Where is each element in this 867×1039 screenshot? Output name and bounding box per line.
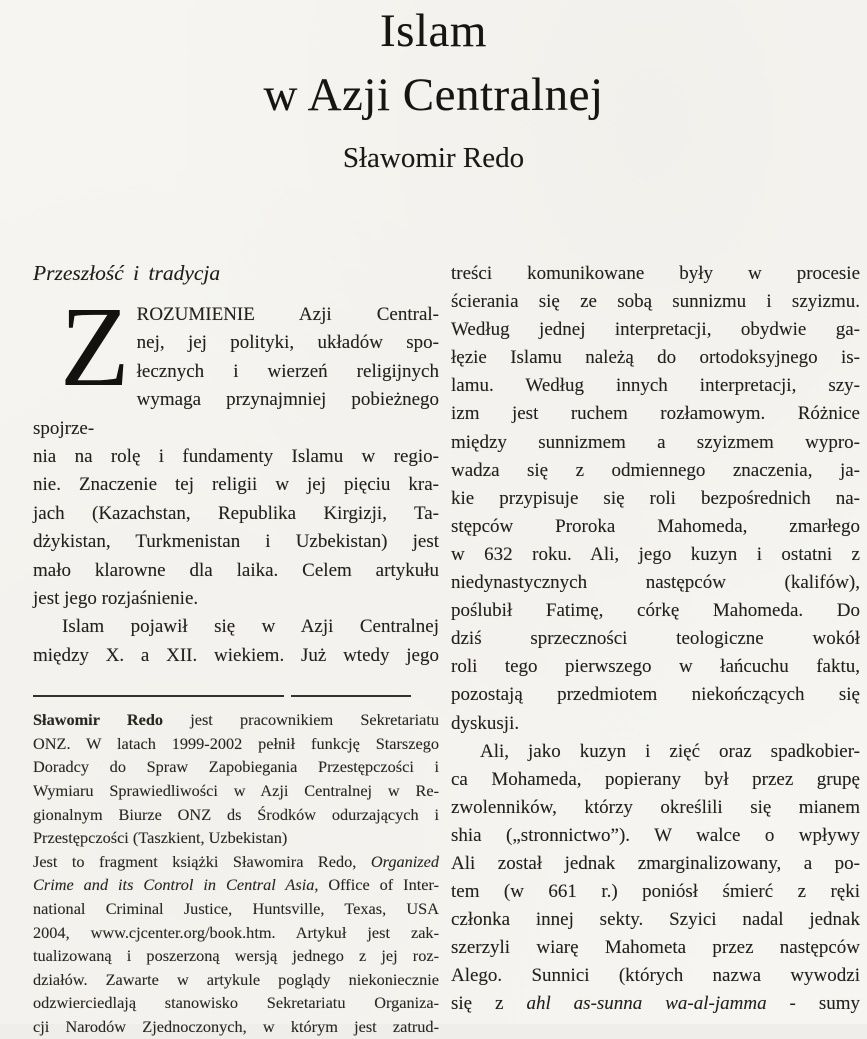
- footnote-divider: [33, 695, 439, 697]
- text-line: [33, 991, 439, 1015]
- text-segment: między X. a XII. wiekiem. Już wtedy jego: [33, 644, 439, 666]
- text-line: [33, 732, 439, 756]
- text-segment: lamu. Według innych interpretacji, szy-: [451, 375, 860, 397]
- text-segment: między sunnizmem a szyizmem wypro-: [451, 431, 860, 453]
- text-line: [33, 708, 439, 732]
- text-line: [33, 471, 439, 499]
- text-line: [451, 316, 860, 344]
- section-heading: Przeszłość i tradycja: [33, 261, 221, 285]
- text-line: [33, 755, 439, 779]
- text-line: [451, 878, 860, 906]
- text-segment: Organized: [370, 851, 439, 871]
- paragraph: [33, 613, 439, 670]
- text-line: [451, 653, 860, 681]
- text-segment: szerzyli wiarę Mahometa przez następców: [451, 937, 860, 959]
- text-line: [451, 822, 860, 850]
- text-line: [451, 681, 860, 709]
- text-segment: nie. Znaczenie tej religii w jej pięciu kra-: [33, 474, 439, 496]
- text-segment: Wymiaru Sprawiedliwości w Azji Centralnej w Re-: [33, 781, 439, 801]
- text-segment: shia („stronnictwo”). W walce o wpływy: [451, 824, 860, 846]
- paragraph: [33, 708, 439, 850]
- text-line: [451, 710, 860, 738]
- left-column-body: [33, 283, 439, 670]
- text-segment: - sumy: [766, 993, 860, 1015]
- text-line: [451, 934, 860, 962]
- text-segment: ROZUMIENIE Azji Central-: [136, 304, 439, 325]
- text-line: [33, 1015, 439, 1039]
- left-column: [33, 260, 439, 1039]
- text-line: [451, 962, 860, 990]
- text-line: [33, 528, 439, 556]
- text-segment: jest pracownikiem Sekretariatu: [163, 710, 439, 730]
- text-line: [451, 541, 860, 569]
- text-segment: Crime and its Control in Central Asia: [33, 875, 315, 895]
- text-line: [451, 906, 860, 934]
- article-title-line1: Islam: [380, 5, 487, 57]
- paragraph: [451, 738, 860, 1019]
- text-segment: Ali został jednak zmarginalizowany, a po-: [451, 852, 860, 874]
- text-segment: , Office of Inter-: [314, 875, 439, 895]
- text-line: [451, 260, 860, 288]
- article-author: Sławomir Redo: [342, 142, 525, 174]
- right-column-body: [451, 260, 860, 1019]
- divider-segment-left: [33, 695, 284, 697]
- text-segment: Islam pojawił się w Azji Centralnej: [62, 616, 439, 638]
- text-segment: dżykistan, Turkmenistan i Uzbekistan) jest: [33, 531, 439, 553]
- text-line: [451, 429, 860, 457]
- article-header: [0, 0, 867, 175]
- text-line: [451, 400, 860, 428]
- text-segment: Przestępczości (Taszkient, Uzbekistan): [33, 828, 288, 848]
- text-segment: roli tego pierwszego w łańcuchu faktu,: [451, 656, 860, 678]
- text-line: [33, 642, 439, 670]
- text-segment: jest jego rozjaśnienie.: [33, 588, 199, 610]
- text-segment: national Criminal Justice, Huntsville, Texas, USA: [33, 899, 439, 919]
- text-segment: pozostają przedmiotem niekończących się: [451, 684, 860, 706]
- text-segment: ścierania się ze sobą sunnizmu i szyizmu.: [451, 291, 860, 313]
- divider-segment-right: [291, 695, 411, 697]
- text-segment: dyskusji.: [451, 712, 520, 734]
- text-segment: odzwierciedlają stanowisko Sekretariatu Organiza-: [33, 993, 439, 1013]
- text-line: [33, 873, 439, 897]
- text-segment: treści komunikowane były w procesie: [451, 263, 860, 284]
- text-segment: wymaga przynajmniej pobieżnego spojrze-: [33, 389, 439, 439]
- text-segment: kie przypisuje się roli bezpośrednich na-: [451, 487, 860, 509]
- footnote-block: [33, 708, 439, 1038]
- text-segment: tem (w 661 r.) poniósł śmierć z ręki: [451, 881, 860, 903]
- text-line: [33, 803, 439, 827]
- text-line: [33, 850, 439, 874]
- text-segment: Ali, jako kuzyn i zięć oraz spadkobier-: [480, 740, 860, 762]
- text-line: [33, 585, 439, 613]
- text-line: [451, 850, 860, 878]
- text-line: [451, 344, 860, 372]
- text-segment: zwolenników, którzy określili się mianem: [451, 796, 860, 818]
- text-line: [33, 944, 439, 968]
- text-segment: się z: [451, 993, 527, 1015]
- text-segment: łecznych i wierzeń religijnych: [136, 360, 439, 382]
- text-segment: dziś sprzeczności teologiczne wokół: [451, 628, 860, 650]
- text-segment: poślubił Fatimę, córkę Mahomeda. Do: [451, 600, 860, 622]
- text-line: [33, 968, 439, 992]
- text-segment: izm jest ruchem rozłamowym. Różnice: [451, 403, 860, 425]
- text-line: [451, 766, 860, 794]
- text-segment: nej, jej polityki, układów spo-: [136, 332, 439, 354]
- text-line: [33, 500, 439, 528]
- dropcap-letter: Z: [60, 283, 130, 410]
- text-segment: jach (Kazachstan, Republika Kirgizji, Ta-: [33, 502, 439, 524]
- text-segment: stępców Proroka Mahomeda, zmarłego: [451, 515, 860, 537]
- text-segment: 2004, www.cjcenter.org/book.htm. Artykuł jest zak-: [33, 922, 439, 942]
- text-segment: cji Narodów Zjednoczonych, w którym jest zatrud-: [33, 1017, 439, 1036]
- paragraph: [33, 850, 439, 1039]
- text-segment: ahl as-sunna wa-al-jamma: [526, 993, 767, 1015]
- text-segment: ONZ. W latach 1999-2002 pełnił funkcję Starszego: [33, 733, 439, 753]
- text-line: [33, 613, 439, 641]
- text-line: [33, 779, 439, 803]
- text-segment: nia na rolę i fundamenty Islamu w regio-: [33, 446, 439, 468]
- paragraph: [33, 283, 439, 613]
- text-line: [451, 569, 860, 597]
- text-line: [451, 990, 860, 1018]
- text-line: [451, 457, 860, 485]
- text-line: [451, 372, 860, 400]
- text-segment: ca Mohameda, popierany był przez grupę: [451, 768, 860, 790]
- text-line: [33, 443, 439, 471]
- text-line: [33, 826, 439, 850]
- text-segment: gionalnym Biurze ONZ ds Środków odurzających i: [33, 804, 439, 824]
- text-line: [451, 794, 860, 822]
- text-segment: działów. Zawarte w artykule poglądy niekoniecznie: [33, 969, 439, 989]
- text-segment: Sławomir Redo: [33, 710, 164, 730]
- paragraph: [451, 260, 860, 738]
- text-segment: w 632 roku. Ali, jego kuzyn i ostatni z: [451, 543, 860, 565]
- text-segment: Jest to fragment książki Sławomira Redo,: [33, 851, 371, 871]
- text-line: [451, 513, 860, 541]
- text-line: [33, 921, 439, 945]
- text-line: [451, 288, 860, 316]
- text-line: [33, 557, 439, 585]
- text-line: [33, 897, 439, 921]
- text-segment: niedynastycznych następców (kalifów),: [451, 572, 860, 594]
- article-title-line2: w Azji Centralnej: [263, 69, 604, 121]
- text-segment: Według jednej interpretacji, obydwie ga-: [451, 319, 860, 341]
- text-segment: członka innej sekty. Szyici nadal jednak: [451, 909, 860, 931]
- text-line: [451, 597, 860, 625]
- right-column: [451, 260, 860, 1019]
- text-segment: Doradcy do Spraw Zapobiegania Przestępczości i: [33, 757, 439, 777]
- text-line: [451, 625, 860, 653]
- text-segment: łęzie Islamu należą do ortodoksyjnego is-: [451, 347, 860, 369]
- text-segment: Alego. Sunnici (których nazwa wywodzi: [451, 965, 860, 987]
- text-line: [451, 485, 860, 513]
- text-line: [451, 738, 860, 766]
- text-segment: wadza się z odmiennego znaczenia, ja-: [451, 459, 860, 481]
- text-segment: tualizowaną i poszerzoną wersją jednego z jej roz-: [33, 946, 439, 966]
- text-segment: mało klarowne dla laika. Celem artykułu: [33, 559, 439, 581]
